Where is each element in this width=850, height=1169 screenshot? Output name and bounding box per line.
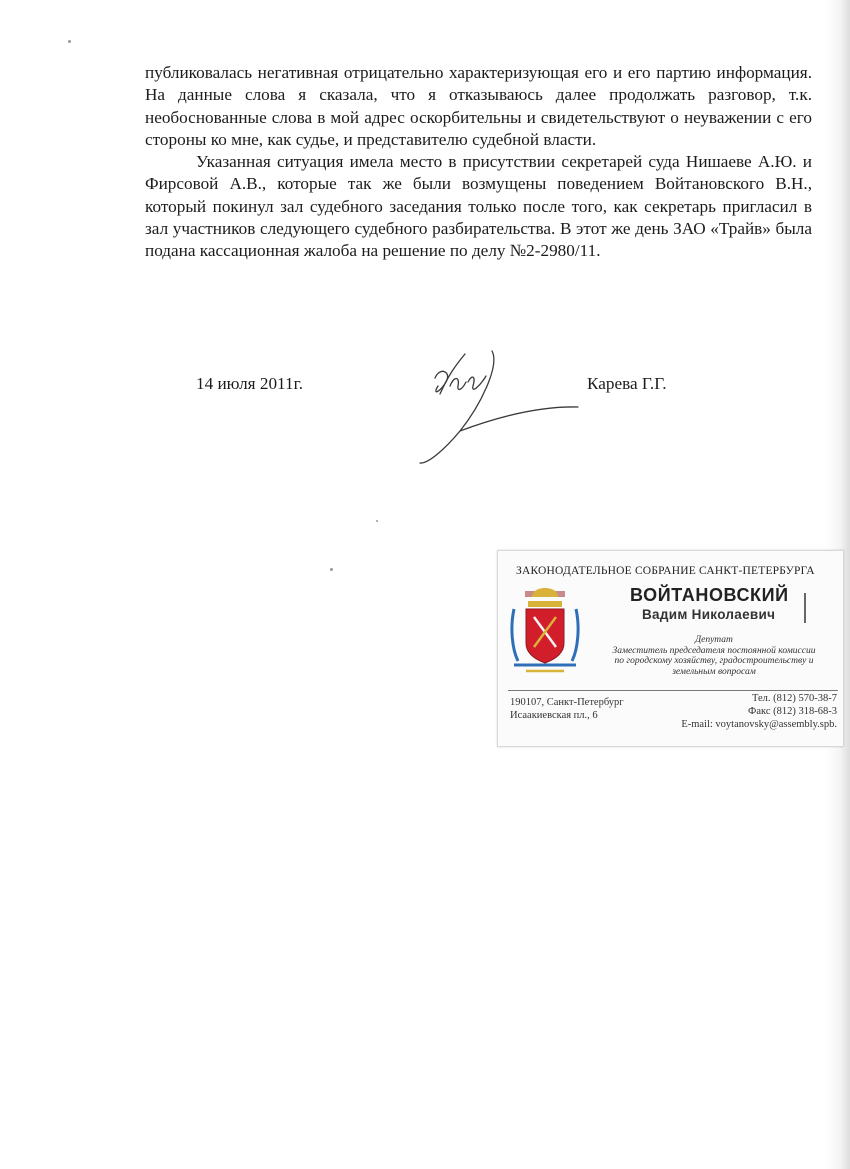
card-phone: Тел. (812) 570-38-7 <box>751 693 837 704</box>
card-position <box>594 635 834 677</box>
handwritten-signature <box>410 346 590 471</box>
card-divider <box>508 690 838 691</box>
card-contacts <box>681 692 837 731</box>
card-organization: ЗАКОНОДАТЕЛЬНОЕ СОБРАНИЕ САНКТ-ПЕТЕРБУРГА <box>516 565 815 577</box>
coat-of-arms-icon <box>508 587 582 675</box>
letter-paragraph-2: Указанная ситуация имела место в присутствии секретарей суда Нишаеве А.Ю. и Фирсовой А.В., которые так же были возмущены поведением Войтановского В.Н., который покинул зал судебного заседания только после того, как секретарь пригласил в зал участников следующего судебного разбирательства. В этот же день ЗАО «Трайв» была подана кассационная жалоба на решение по делу №2-2980/11. <box>145 152 812 261</box>
scan-speck <box>330 568 333 571</box>
card-address-line: 190107, Санкт-Петербург <box>510 697 624 708</box>
card-email: E-mail: voytanovsky@assembly.spb. <box>681 719 837 730</box>
scan-speck <box>68 40 71 43</box>
letter-paragraph-1: публиковалась негативная отрицательно характеризующая его и его партию информация. На данные слова я сказала, что я отказываюсь далее продолжать разговор, т.к. необоснованные слова в мой адрес оскорбительны и свидетельствуют о неуважении с его стороны ко мне, как судье, и представителю судебной власти. <box>145 63 812 149</box>
card-position-line: земельным вопросам <box>672 666 756 677</box>
letter-body <box>145 62 812 263</box>
business-card <box>497 550 844 747</box>
card-address-line: Исаакиевская пл., 6 <box>510 710 598 721</box>
card-surname: ВОЙТАНОВСКИЙ <box>630 585 789 605</box>
card-accent-bar <box>804 593 806 623</box>
letter-date: 14 июля 2011г. <box>196 374 304 393</box>
card-address <box>510 696 624 722</box>
signer-name: Карева Г.Г. <box>587 374 667 393</box>
scan-speck <box>376 520 378 522</box>
card-fax: Факс (812) 318-68-3 <box>748 706 837 717</box>
card-given-names: Вадим Николаевич <box>642 607 776 622</box>
card-position-title: Депутат <box>695 635 733 645</box>
card-position-line: Заместитель председателя постоянной комиссии <box>612 645 816 656</box>
card-position-line: по городскому хозяйству, градостроительству и <box>614 656 814 666</box>
